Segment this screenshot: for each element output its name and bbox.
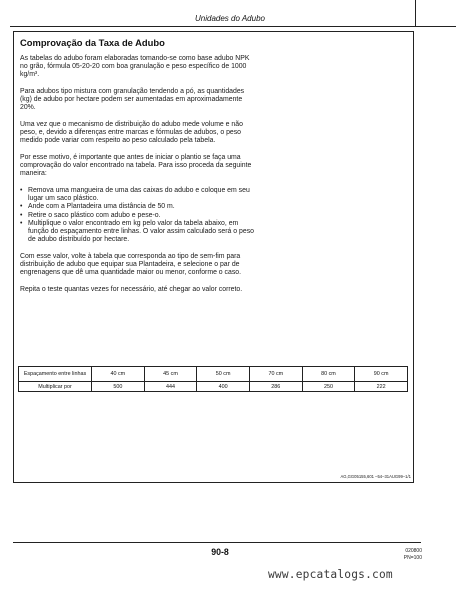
table-cell: 45 cm [144, 367, 197, 382]
table-cell: 50 cm [197, 367, 250, 382]
page-number: 90-8 [211, 547, 229, 557]
table-cell: 250 [302, 382, 355, 392]
header-divider [10, 26, 456, 27]
footer-codes [404, 548, 422, 562]
page-header-title: Unidades do Adubo [195, 14, 265, 23]
doc-code: 020800 [405, 548, 422, 554]
multiplier-label: Multiplicar por [19, 382, 92, 392]
table-cell: 400 [197, 382, 250, 392]
reference-code: AG,GG05155,601 –54–31AUG99–1/1 [340, 474, 411, 479]
paragraph-repeat-test: Repita o teste quantas vezes for necessário, até chegar ao valor correto. [20, 285, 243, 293]
paragraph-volume-vs-weight: Uma vez que o mecanismo de distribuição do adubo mede volume e não peso, e, devido a diferenças entre marcas e fórmulas de adubos, o peso medido pode variar com respeito ao peso calculado pela tabela. [20, 121, 243, 145]
table-row [19, 367, 408, 382]
paragraph-base-fertilizer: As tabelas do adubo foram elaboradas tomando-se como base adubo NPK no grão, fórmula 05-20-20 com boa granulação e peso específico de 1000 kg/m³. [20, 55, 250, 79]
list-item: • Retire o saco plástico com adubo e pese-o. [20, 212, 255, 220]
footer-divider [13, 542, 421, 543]
table-row [19, 382, 408, 392]
paragraph-select-gears: Com esse valor, volte à tabela que corresponda ao tipo de sem-fim para distribuição de adubo que equipar sua Plantadeira, e selecione o par de engrenagens que dê uma quantidade maior ou menor, conforme o caso. [20, 252, 242, 277]
table-cell: 70 cm [249, 367, 302, 382]
table-cell: 90 cm [355, 367, 408, 382]
table-cell: 40 cm [92, 367, 145, 382]
table-cell: 444 [144, 382, 197, 392]
section-title: Comprovação da Taxa de Adubo [20, 37, 165, 48]
pn-code: PN=100 [403, 555, 422, 561]
table-cell: 500 [92, 382, 145, 392]
multiplier-table-wrap [18, 366, 408, 392]
table-cell: 286 [249, 382, 302, 392]
multiplier-table [18, 366, 408, 392]
watermark-link[interactable]: www.epcatalogs.com [268, 568, 393, 581]
list-item: • Multiplique o valor encontrado em kg pelo valor da tabela abaixo, em função do espaçamento entre linhas. O valor assim calculado será o peso de adubo distribuído por hectare. [20, 220, 255, 245]
procedure-list [20, 187, 255, 244]
row-header-label: Espaçamento entre linhas [19, 367, 92, 382]
paragraph-procedure-intro: Por esse motivo, é importante que antes de iniciar o plantio se faça uma comprovação do valor encontrado na tabela. Para isso proceda da seguinte maneira: [20, 154, 252, 178]
table-cell: 80 cm [302, 367, 355, 382]
paragraph-powder-mix: Para adubos tipo mistura com granulação tendendo a pó, as quantidades (kg) de adubo por hectare podem ser aumentadas em aproximadamente 20%. [20, 88, 245, 112]
section-body [20, 55, 255, 302]
list-item: • Remova uma mangueira de uma das caixas do adubo e coloque em seu lugar um saco plástico. [20, 187, 255, 203]
table-cell: 222 [355, 382, 408, 392]
list-item: • Ande com a Plantadeira uma distância de 50 m. [20, 203, 255, 211]
